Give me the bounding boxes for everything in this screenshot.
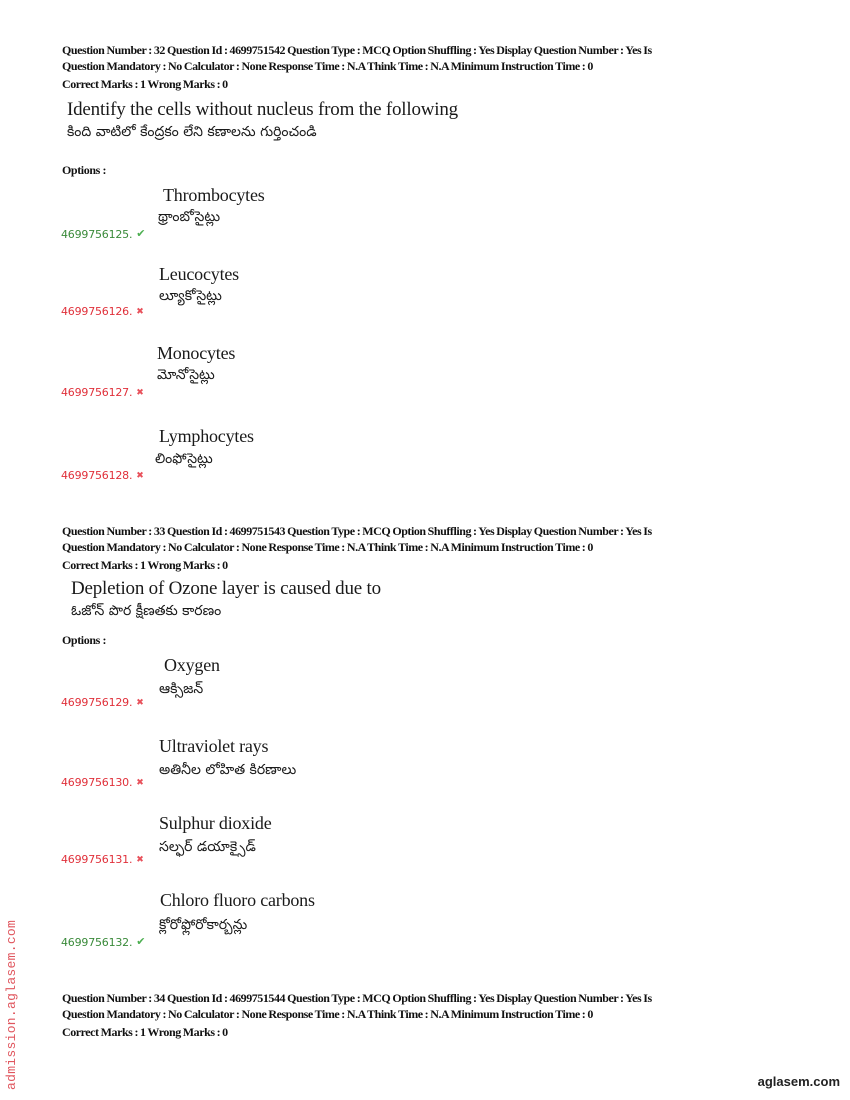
question-32-text-english: Identify the cells without nucleus from the following	[67, 99, 458, 120]
check-icon: ✔	[136, 227, 146, 240]
option-id: 4699756127.	[61, 386, 133, 399]
option-text-english: Sulphur dioxide	[159, 813, 272, 833]
option-text-english: Ultraviolet rays	[159, 736, 269, 756]
question-meta-line2: Question Mandatory : No Calculator : None Response Time : N.A Think Time : N.A Minimum Instruction Time : 0	[62, 540, 593, 554]
question-marks: Correct Marks : 1 Wrong Marks : 0	[62, 558, 228, 572]
option-text-telugu: సల్ఫర్ డయాక్సైడ్	[159, 839, 256, 855]
option-id-wrong	[61, 696, 144, 710]
cross-icon: ✖	[136, 388, 144, 398]
option-text-telugu: థ్రాంబోసైట్లు	[158, 209, 221, 225]
option-id: 4699756129.	[61, 696, 133, 709]
option-id: 4699756126.	[61, 305, 133, 318]
option-id-wrong	[61, 776, 144, 790]
option-text-english: Oxygen	[164, 655, 220, 675]
cross-icon: ✖	[136, 855, 144, 865]
option-text-telugu: ల్యూకోసైట్లు	[159, 288, 222, 304]
question-32-text-telugu: కింది వాటిలో కేంద్రకం లేని కణాలను గుర్తించండి	[67, 124, 317, 140]
cross-icon: ✖	[136, 698, 144, 708]
question-meta-line2: Question Mandatory : No Calculator : None Response Time : N.A Think Time : N.A Minimum Instruction Time : 0	[62, 59, 593, 73]
option-id-wrong	[61, 386, 144, 400]
option-text-english: Thrombocytes	[163, 185, 265, 205]
question-marks: Correct Marks : 1 Wrong Marks : 0	[62, 1025, 228, 1039]
options-label: Options :	[62, 633, 107, 647]
options-label: Options :	[62, 163, 107, 177]
option-id: 4699756132.	[61, 936, 133, 949]
option-text-english: Monocytes	[157, 343, 236, 363]
option-id-wrong	[61, 305, 144, 319]
option-id: 4699756130.	[61, 776, 133, 789]
option-text-english: Chloro fluoro carbons	[160, 890, 315, 910]
question-meta-line1: Question Number : 32 Question Id : 4699751542 Question Type : MCQ Option Shuffling : Yes Display Question Number : Yes Is	[62, 43, 652, 57]
option-id: 4699756131.	[61, 853, 133, 866]
question-meta-line1: Question Number : 33 Question Id : 4699751543 Question Type : MCQ Option Shuffling : Yes Display Question Number : Yes Is	[62, 524, 652, 538]
footer-brand: aglasem.com	[757, 1074, 840, 1089]
question-34-meta	[62, 990, 802, 1040]
side-watermark: admission.aglasem.com	[4, 919, 19, 1090]
option-id-correct	[61, 935, 145, 950]
option-id: 4699756125.	[61, 228, 133, 241]
question-33-text-telugu: ఓజోన్ పొర క్షీణతకు కారణం	[71, 603, 222, 619]
question-33-meta	[62, 523, 802, 573]
option-text-telugu: అతినీల లోహిత కిరణాలు	[159, 762, 297, 778]
question-meta-line1: Question Number : 34 Question Id : 4699751544 Question Type : MCQ Option Shuffling : Yes Display Question Number : Yes Is	[62, 991, 652, 1005]
cross-icon: ✖	[136, 471, 144, 481]
option-text-english: Lymphocytes	[159, 426, 254, 446]
option-id-wrong	[61, 469, 144, 483]
question-33-text-english: Depletion of Ozone layer is caused due to	[71, 578, 381, 599]
option-text-telugu: క్లోరోఫ్లోరోకార్బన్లు	[159, 917, 248, 933]
check-icon: ✔	[136, 935, 146, 948]
question-32-meta	[62, 42, 802, 92]
option-id: 4699756128.	[61, 469, 133, 482]
option-text-english: Leucocytes	[159, 264, 239, 284]
option-text-telugu: ఆక్సిజన్	[159, 681, 204, 697]
question-marks: Correct Marks : 1 Wrong Marks : 0	[62, 77, 228, 91]
cross-icon: ✖	[136, 778, 144, 788]
cross-icon: ✖	[136, 307, 144, 317]
option-id-wrong	[61, 853, 144, 867]
option-id-correct	[61, 227, 145, 242]
question-meta-line2: Question Mandatory : No Calculator : None Response Time : N.A Think Time : N.A Minimum Instruction Time : 0	[62, 1007, 593, 1021]
option-text-telugu: మోనోసైట్లు	[157, 367, 215, 383]
option-text-telugu: లింఫోసైట్లు	[155, 451, 213, 467]
